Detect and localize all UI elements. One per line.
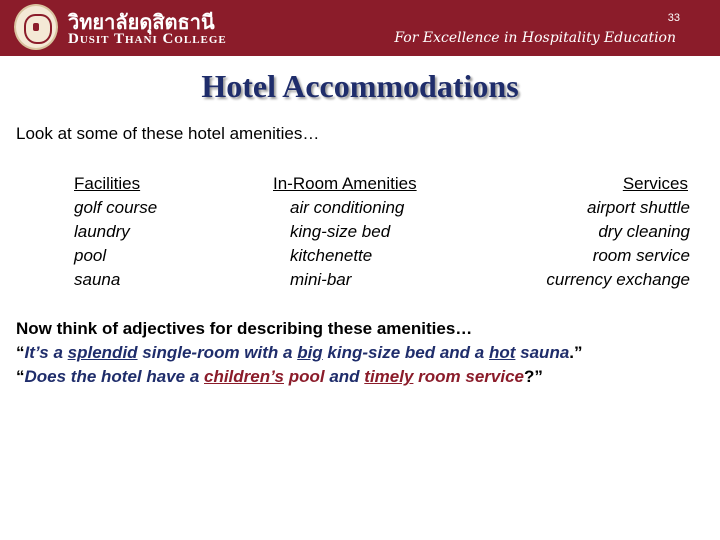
facilities-column	[74, 172, 157, 292]
sentence-text: and	[324, 367, 365, 386]
list-item: room service	[592, 246, 690, 265]
column-header: Services	[622, 174, 688, 193]
college-name-thai: วิทยาลัยดุสิตธานี	[68, 10, 215, 34]
noun: king-size bed	[322, 343, 436, 362]
list-item: currency exchange	[546, 270, 690, 289]
adjectives-lead: Now think of adjectives for describing these amenities…	[16, 319, 473, 338]
example-sentence-1	[16, 341, 583, 365]
adjectives-section	[16, 317, 583, 389]
adjective: children’s	[204, 367, 284, 386]
list-item: laundry	[74, 222, 130, 241]
list-item: kitchenette	[290, 246, 373, 265]
adjective: hot	[488, 343, 516, 362]
sentence-text: It’s a	[24, 343, 68, 362]
list-item: dry cleaning	[598, 222, 690, 241]
column-header: In-Room Amenities	[273, 174, 417, 193]
college-name-english: Dusit Thani College	[68, 31, 227, 47]
page-number: 33	[667, 12, 680, 24]
noun: room service	[413, 367, 524, 386]
adjective: big	[297, 343, 323, 362]
list-item: king-size bed	[290, 222, 391, 241]
tagline: For Excellence in Hospitality Education	[394, 30, 676, 46]
list-item: airport shuttle	[587, 198, 690, 217]
adjective: timely	[364, 367, 414, 386]
close-quote: .”	[569, 343, 583, 362]
open-quote: “	[16, 367, 25, 386]
list-item: air conditioning	[290, 198, 405, 217]
sentence-text: Does the hotel have a	[24, 367, 204, 386]
column-header: Facilities	[74, 174, 141, 193]
list-item: pool	[74, 246, 107, 265]
noun: single-room	[137, 343, 240, 362]
sentence-text: and a	[435, 343, 489, 362]
example-sentence-2	[16, 365, 583, 389]
list-item: golf course	[74, 198, 158, 217]
college-seal-icon	[14, 4, 58, 50]
slide-title: Hotel Accommodations	[201, 68, 519, 104]
noun: sauna	[515, 343, 570, 362]
adjective: splendid	[67, 343, 138, 362]
in-room-amenities-column	[273, 172, 417, 292]
noun: pool	[284, 367, 325, 386]
close-quote: ?”	[523, 367, 543, 386]
header-banner	[0, 0, 720, 56]
intro-text: Look at some of these hotel amenities…	[16, 124, 320, 143]
list-item: mini-bar	[290, 270, 352, 289]
sentence-text: with a	[239, 343, 298, 362]
open-quote: “	[16, 343, 25, 362]
services-column	[510, 172, 690, 292]
list-item: sauna	[74, 270, 121, 289]
